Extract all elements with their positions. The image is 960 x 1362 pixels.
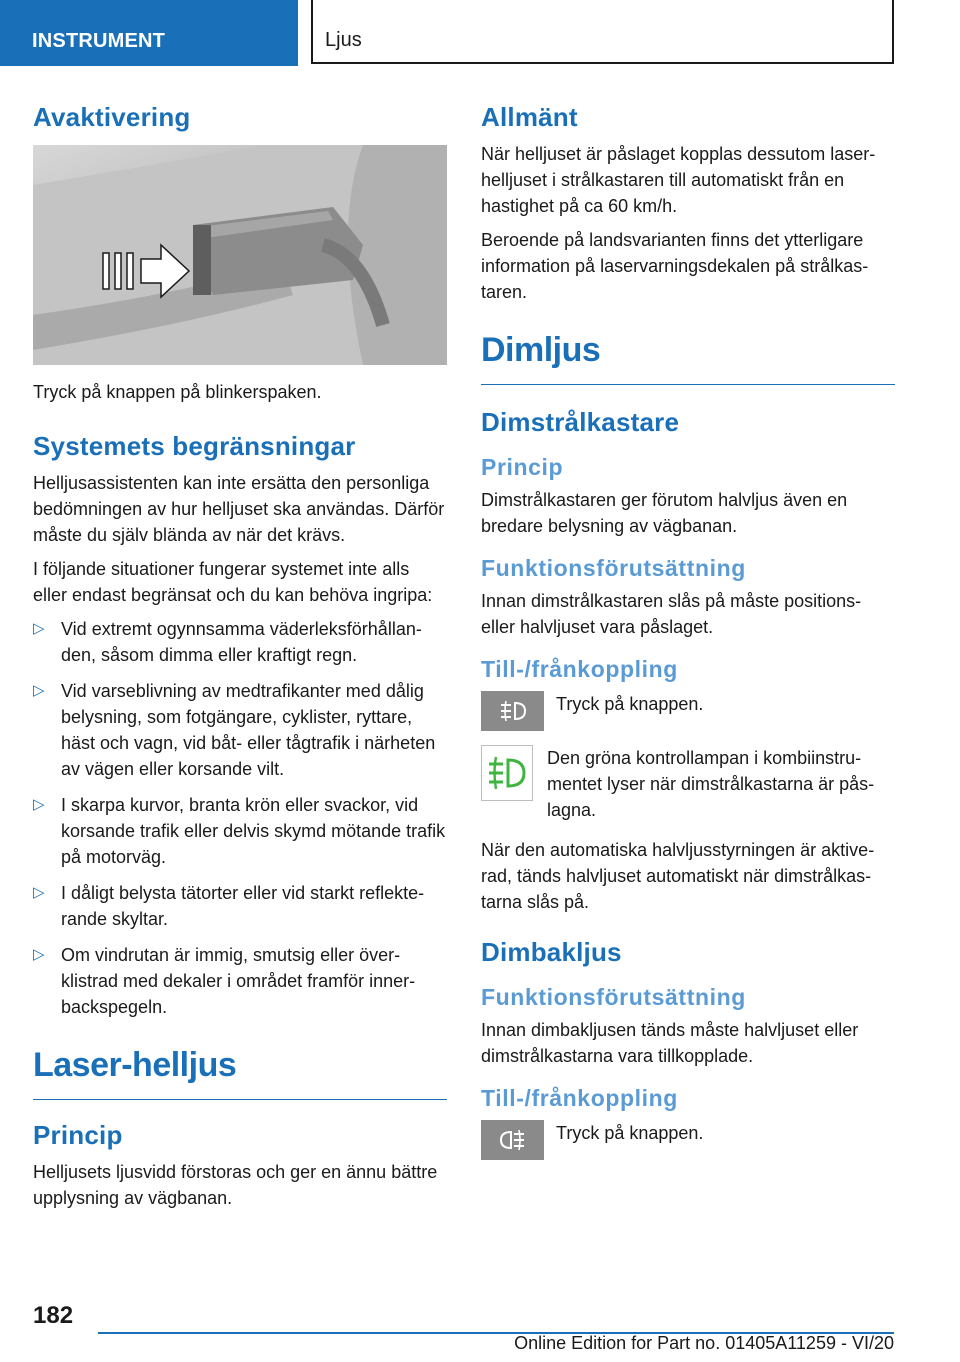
stalk-illustration bbox=[33, 145, 447, 365]
page-number: 182 bbox=[33, 1302, 74, 1329]
auto-lights-text: När den automatiska halvljusstyrningen är aktiverad, tänds halvljuset automatiskt när dimstrålkastarna slås på. bbox=[481, 840, 875, 912]
dimstralkastare-funk-text: Innan dimstrålkastaren slås på måste positions- eller halvljuset vara påslaget. bbox=[481, 591, 862, 637]
rear-fog-button-row bbox=[481, 1120, 895, 1160]
begransningar-paragraph-2: I följande situationer fungerar systemet inte alls eller endast begränsat och du kan behöva ingripa: bbox=[33, 559, 433, 605]
dimbakljus-funk-text: Innan dimbakljusen tänds måste halvljuset eller dimstrålkastarna vara tillkopplade. bbox=[481, 1020, 859, 1066]
dimbakljus-funk-heading: Funktionsförutsättning bbox=[481, 984, 746, 1010]
list-item: ▷ Om vindrutan är immig, smutsig eller överklistrad med dekaler i området framför innerbackspegeln. bbox=[33, 942, 447, 1020]
press-arrow-icon bbox=[101, 241, 201, 301]
triangle-bullet-icon: ▷ bbox=[33, 682, 45, 699]
dimbakljus-till-heading: Till-/frånkoppling bbox=[481, 1085, 678, 1111]
front-fog-indicator-icon bbox=[481, 745, 533, 801]
triangle-bullet-icon: ▷ bbox=[33, 946, 45, 963]
allmant-heading: Allmänt bbox=[481, 102, 578, 132]
front-fog-button-icon bbox=[481, 691, 544, 731]
edition-text: Online Edition for Part no. 01405A11259 - VI/20 bbox=[514, 1333, 894, 1353]
front-fog-button-row bbox=[481, 691, 895, 731]
laser-chapter-heading: Laser-helljus bbox=[33, 1046, 447, 1100]
page-header bbox=[0, 0, 960, 66]
front-fog-button-text: Tryck på knappen. bbox=[556, 694, 704, 714]
dimstralkastare-princip-text: Dimstrålkastaren ger förutom halvljus även en bredare belysning av vägbanan. bbox=[481, 490, 848, 536]
left-column bbox=[33, 96, 447, 1219]
triangle-bullet-icon: ▷ bbox=[33, 796, 45, 813]
section-tab: INSTRUMENT bbox=[0, 0, 298, 66]
green-indicator-text: Den gröna kontrollampan i kombiinstrumentet lyser när dimstrålkastarna är påslagna. bbox=[547, 748, 875, 820]
topic-tab: Ljus bbox=[311, 0, 894, 64]
allmant-paragraph-1: När helljuset är påslaget kopplas dessutom laserhelljuset i strålkastaren till automatiskt från en hastighet på ca 60 km/h. bbox=[481, 144, 876, 216]
dimstralkastare-funk-heading: Funktionsförutsättning bbox=[481, 555, 746, 581]
triangle-bullet-icon: ▷ bbox=[33, 884, 45, 901]
triangle-bullet-icon: ▷ bbox=[33, 620, 45, 637]
list-item: ▷ I skarpa kurvor, branta krön eller svackor, vid korsande trafik eller delvis skymd mötande trafik på motorväg. bbox=[33, 792, 447, 870]
list-item: ▷ Vid varseblivning av medtrafikanter med dålig belysning, som fotgängare, cyklister, ryttare, häst och vagn, vid båt- eller tågtrafik i närheten av vägen eller korsande vilt. bbox=[33, 678, 447, 782]
right-column bbox=[481, 96, 895, 1174]
dimstralkastare-heading: Dimstrålkastare bbox=[481, 407, 680, 437]
dimstralkastare-princip-heading: Princip bbox=[481, 454, 564, 480]
green-indicator-row bbox=[481, 745, 895, 823]
limitations-list bbox=[33, 616, 447, 1020]
dimljus-chapter-heading: Dimljus bbox=[481, 331, 895, 385]
list-item: ▷ Vid extremt ogynnsamma väderleksförhållanden, såsom dimma eller kraftigt regn. bbox=[33, 616, 447, 668]
list-item: ▷ I dåligt belysta tätorter eller vid starkt reflekterande skyltar. bbox=[33, 880, 447, 932]
rear-fog-button-text: Tryck på knappen. bbox=[556, 1123, 704, 1143]
turn-signal-stalk-photo bbox=[33, 145, 447, 365]
avaktivering-heading: Avaktivering bbox=[33, 102, 191, 132]
laser-princip-heading: Princip bbox=[33, 1120, 123, 1150]
begransningar-paragraph-1: Helljusassistenten kan inte ersätta den personliga bedömningen av hur helljuset ska användas. Därför måste du själv blända av när det krävs. bbox=[33, 473, 445, 545]
allmant-paragraph-2: Beroende på landsvarianten finns det ytterligare information på laservarningsdekalen på strålkastaren. bbox=[481, 230, 869, 302]
begransningar-heading: Systemets begränsningar bbox=[33, 431, 356, 461]
dimbakljus-heading: Dimbakljus bbox=[481, 937, 622, 967]
avaktivering-caption: Tryck på knappen på blinkerspaken. bbox=[33, 382, 322, 402]
laser-princip-text: Helljusets ljusvidd förstoras och ger en ännu bättre upplysning av vägbanan. bbox=[33, 1162, 438, 1208]
rear-fog-button-icon bbox=[481, 1120, 544, 1160]
page-footer bbox=[0, 1296, 960, 1362]
dimstralkastare-till-heading: Till-/frånkoppling bbox=[481, 656, 678, 682]
